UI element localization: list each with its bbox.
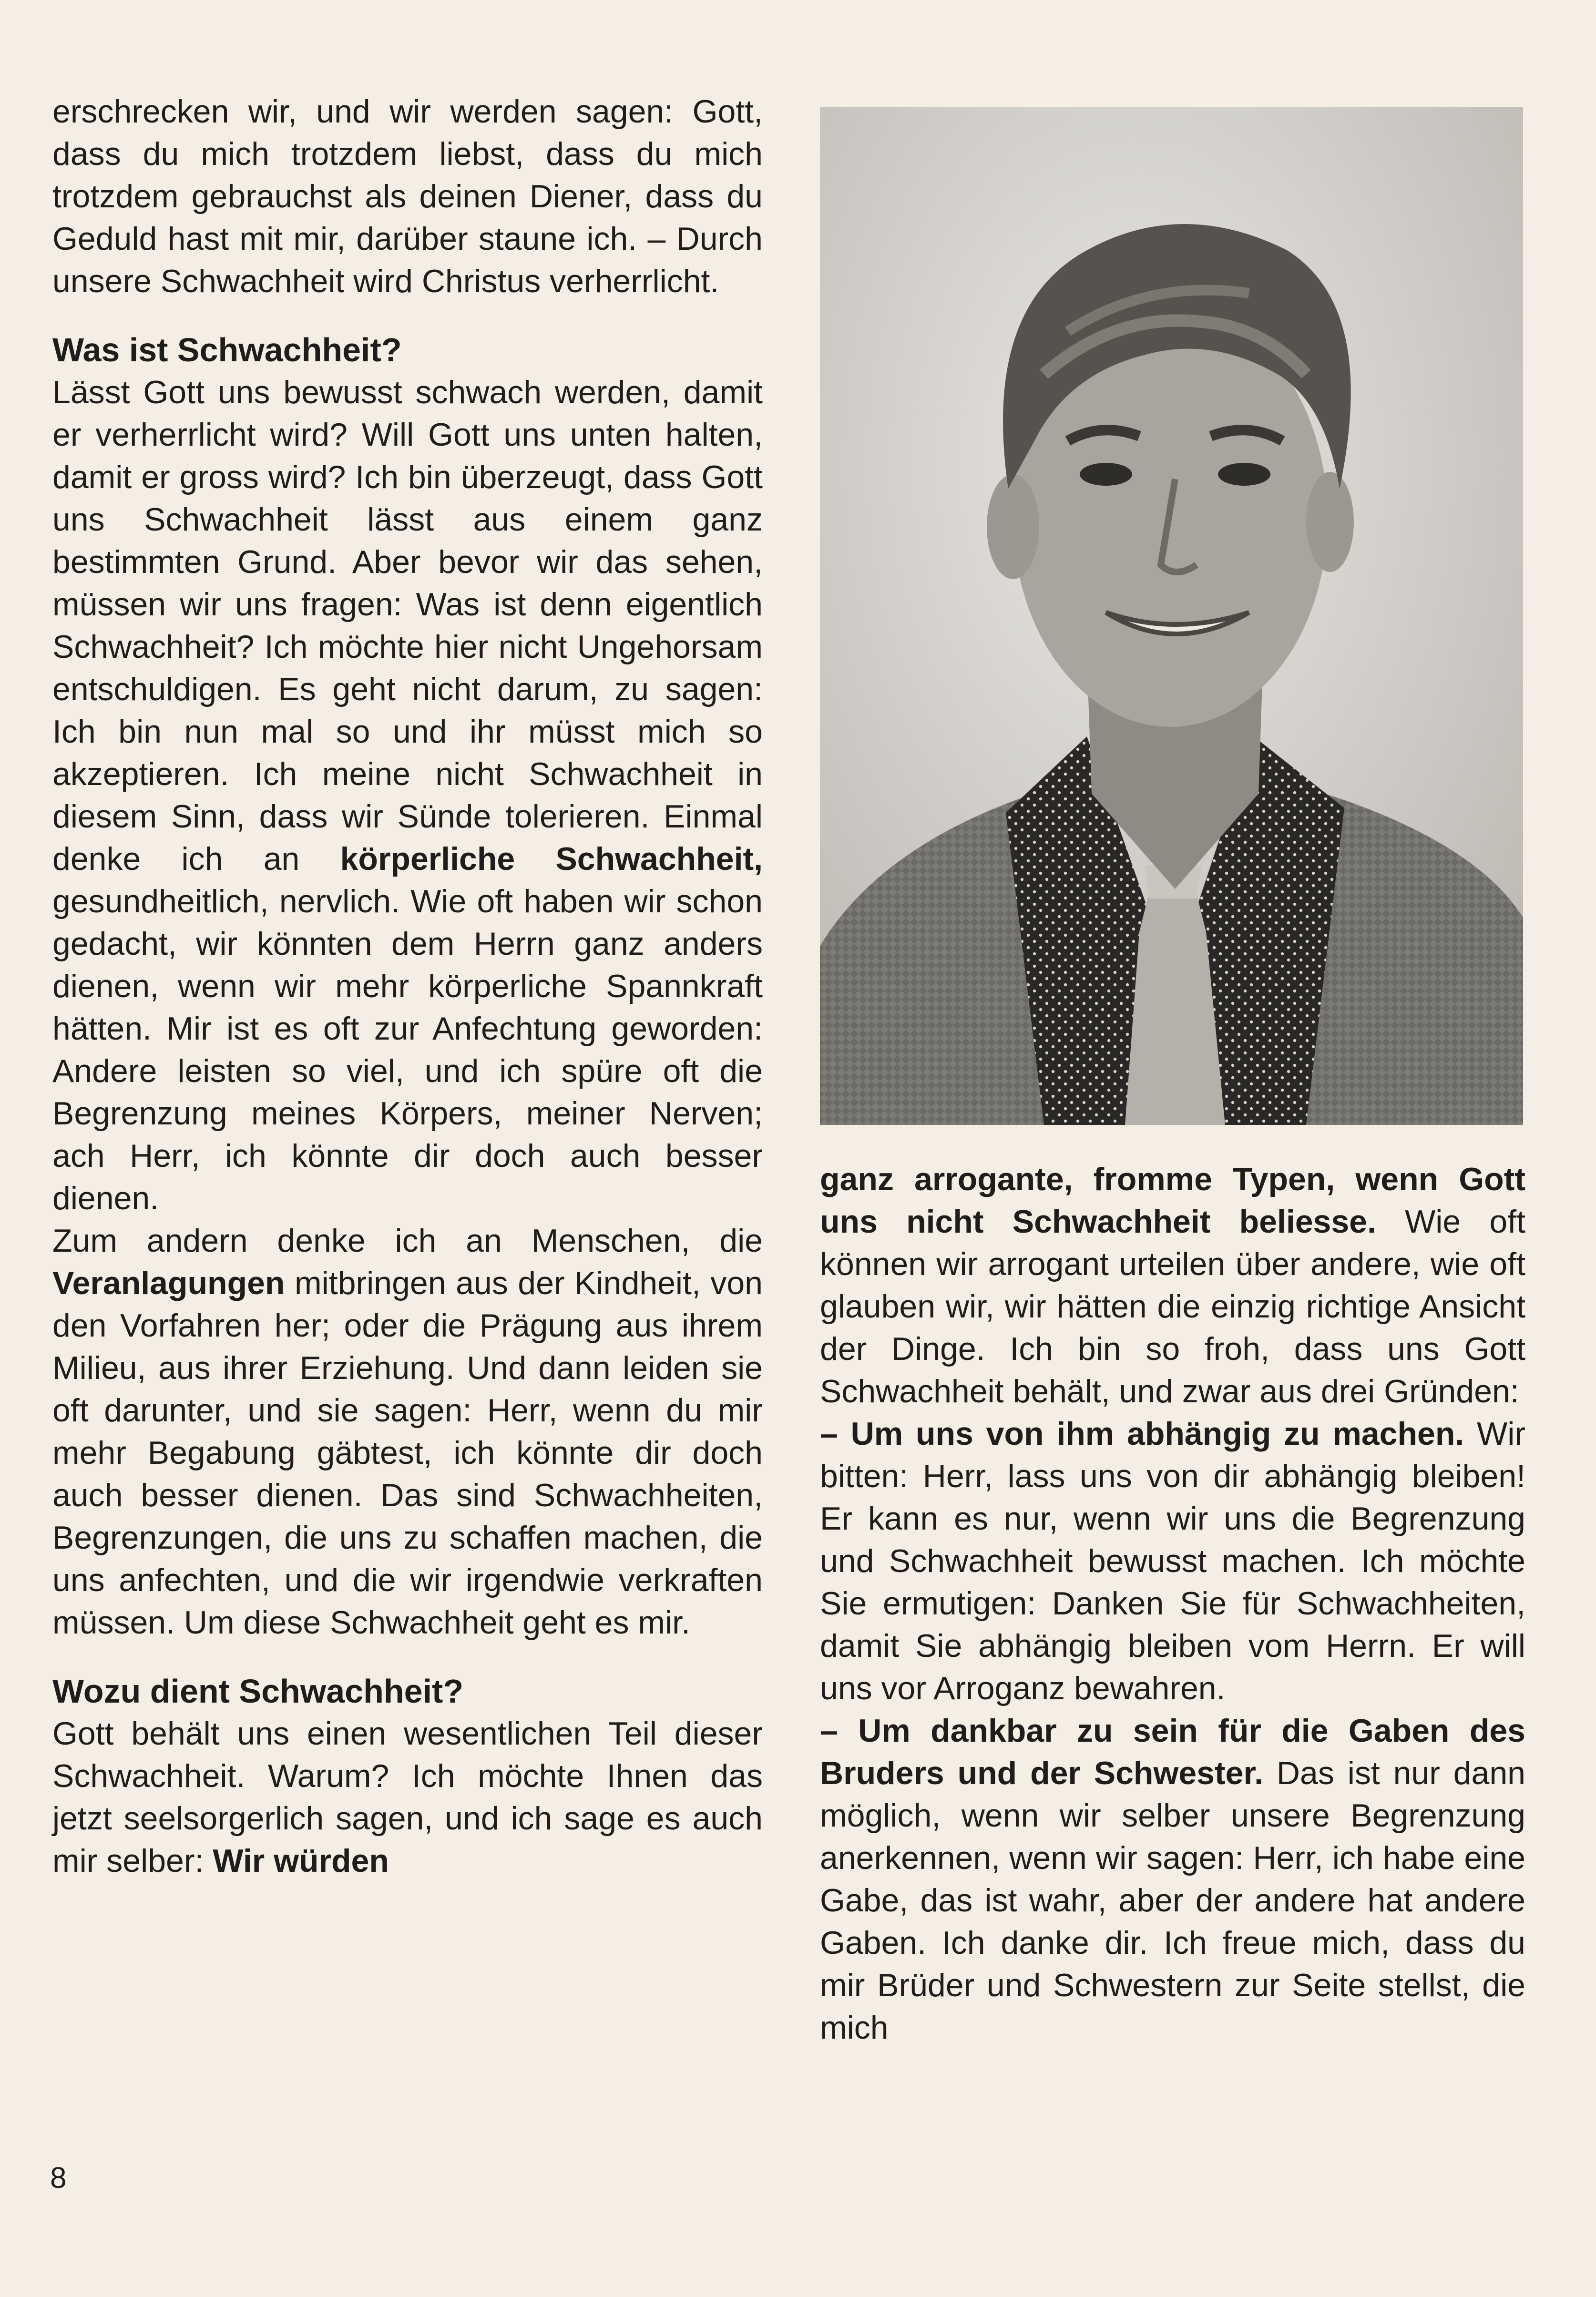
text-run: mitbringen aus der Kindheit, von den Vorfahren her; oder die Prägung aus ihrem Milieu, aus ihrer Erziehung. Und dann leiden sie oft darunter, und sie sagen: Herr, wenn du mir mehr Begabung gäbtest, ich könnte dir doch auch besser dienen. Das sind Schwachheiten, Begrenzungen, die uns zu schaffen machen, die uns anfechten, und die wir irgendwie verkraften müssen. Um diese Schwachheit geht es mir. [52, 1265, 763, 1641]
bold-text: – Um uns von ihm abhängig zu machen. [820, 1416, 1464, 1452]
bold-text: körperliche Schwachheit, [340, 841, 763, 877]
bold-text: ganz arrogante, fromme Typen, wenn Gott uns nicht Schwachheit beliesse. [820, 1161, 1525, 1240]
page-number: 8 [50, 2162, 67, 2195]
text-run: Das ist nur dann möglich, wenn wir selber unsere Begrenzung anerkennen, wenn wir sagen: Herr, ich habe eine Gabe, das ist wahr, aber der andere hat andere Gaben. Ich danke dir. Ich freue mich, dass du mir Brüder und Schwestern zur Seite stellst, die mich [820, 1755, 1525, 2046]
paragraph: erschrecken wir, und wir werden sagen: Gott, dass du mich trotzdem liebst, dass du mich trotzdem gebrauchst als deinen Diener, dass du Geduld hast mit mir, darüber staune ich. – Durch unsere Schwachheit wird Christus verherrlicht. [52, 93, 763, 299]
text-run: Wir bitten: Herr, lass uns von dir abhängig bleiben! Er kann es nur, wenn wir uns die Begrenzung und Schwachheit bewusst machen. Ich möchte Sie ermutigen: Danken Sie für Schwachheiten, damit Sie abhängig bleiben vom Herrn. Er will uns vor Arroganz bewahren. [820, 1416, 1526, 1706]
paragraph [52, 371, 763, 1220]
paragraph [820, 1710, 1525, 2049]
section-heading: Was ist Schwachheit? [52, 331, 402, 368]
bold-text: – Um dankbar zu sein für die Gaben des Bruders und der Schwester. [820, 1713, 1525, 1791]
text-run: Lässt Gott uns bewusst schwach werden, damit er verherrlicht wird? Will Gott uns unten halten, damit er gross wird? Ich bin überzeugt, dass Gott uns Schwachheit lässt aus einem ganz bestimmten Grund. Aber bevor wir das sehen, müssen wir uns fragen: Was ist denn eigentlich Schwachheit? Ich möchte hier nicht Ungehorsam entschuldigen. Es geht nicht darum, zu sagen: Ich bin nun mal so und ihr müsst mich so akzeptieren. Ich meine nicht Schwachheit in diesem Sinn, dass wir Sünde tolerieren. Einmal denke ich an [52, 374, 763, 877]
text-run: Gott behält uns einen wesentlichen Teil dieser Schwachheit. Warum? Ich möchte Ihnen das jetzt seelsorgerlich sagen, und ich sage es auch mir selber: [52, 1715, 763, 1879]
paragraph [820, 1158, 1525, 1413]
portrait-illustration [820, 107, 1523, 1125]
text-run: Zum andern denke ich an Menschen, die [52, 1223, 763, 1259]
right-column [820, 1158, 1525, 2049]
section-heading: Wozu dient Schwachheit? [52, 1673, 464, 1710]
portrait-photo [820, 107, 1523, 1125]
left-column [52, 91, 763, 1882]
bold-text: Wir würden [213, 1843, 389, 1879]
text-run: gesundheitlich, nervlich. Wie oft haben wir schon gedacht, wir könnten dem Herrn ganz anders dienen, wenn wir mehr körperliche Spannkraft hätten. Mir ist es oft zur Anfechtung geworden: Andere leisten so viel, und ich spüre oft die Begrenzung meines Körpers, meiner Nerven; ach Herr, ich könnte dir doch auch besser dienen. [52, 883, 763, 1216]
bold-text: Veranlagungen [52, 1265, 285, 1301]
paragraph [52, 1220, 763, 1644]
paragraph [820, 1413, 1525, 1710]
paragraph [52, 1713, 763, 1882]
text-run: Wie oft können wir arrogant urteilen über andere, wie oft glauben wir, wir hätten die einzig richtige Ansicht der Dinge. Ich bin so froh, dass uns Gott Schwachheit behält, und zwar aus drei Gründen: [820, 1204, 1525, 1409]
